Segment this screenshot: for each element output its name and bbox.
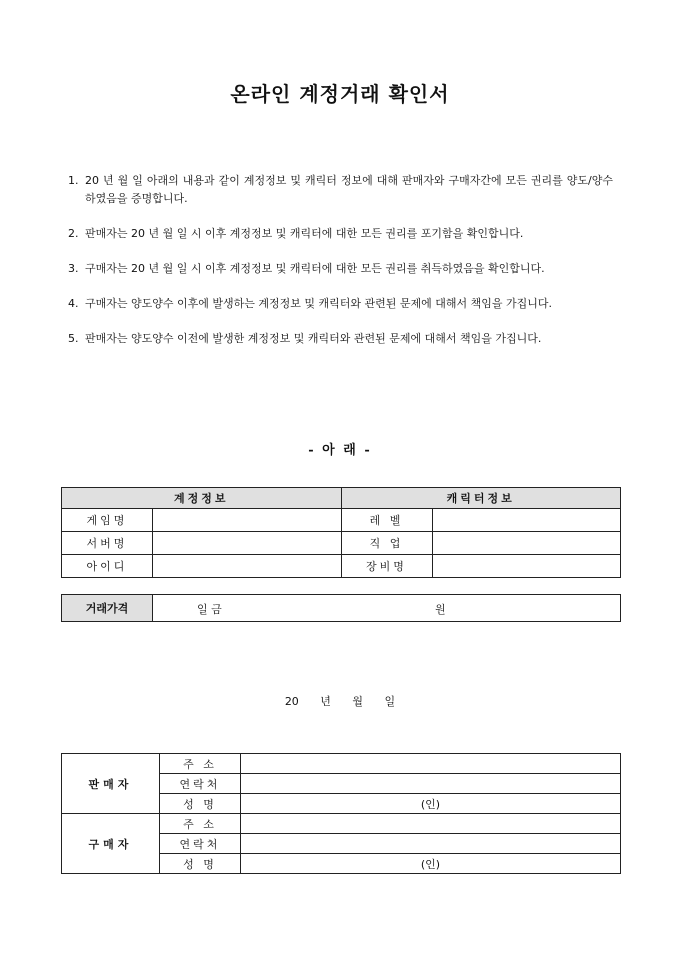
clause-number: 4. bbox=[68, 297, 79, 310]
seller-address-field[interactable] bbox=[241, 754, 621, 774]
clause-5 bbox=[68, 330, 613, 348]
game-name-label: 게임명 bbox=[62, 509, 153, 532]
section-subtitle: - 아 래 - bbox=[308, 443, 372, 458]
party-signature-table bbox=[61, 753, 621, 874]
user-id-label: 아이디 bbox=[62, 555, 153, 578]
price-field[interactable] bbox=[153, 595, 621, 622]
seller-name-label: 성 명 bbox=[160, 794, 241, 814]
buyer-label: 구매자 bbox=[62, 814, 160, 874]
clause-4 bbox=[68, 295, 613, 313]
clause-2 bbox=[68, 225, 613, 243]
clause-number: 3. bbox=[68, 262, 79, 275]
clause-3 bbox=[68, 260, 613, 278]
clause-number: 5. bbox=[68, 332, 79, 345]
clause-text: 구매자는 20 년 월 일 시 이후 계정정보 및 캐릭터에 대한 모든 권리를 취득하였음을 확인합니다. bbox=[85, 262, 545, 275]
clause-text: 20 년 월 일 아래의 내용과 같이 계정정보 및 캐릭터 정보에 대해 판매자와 구매자간에 모든 권리를 양도/양수 하였음을 증명합니다. bbox=[85, 174, 613, 205]
job-label: 직 업 bbox=[341, 532, 432, 555]
equipment-label: 장비명 bbox=[341, 555, 432, 578]
account-info-table bbox=[61, 487, 621, 578]
price-table bbox=[61, 594, 621, 622]
buyer-name-field[interactable]: (인) bbox=[241, 854, 621, 874]
seller-name-field[interactable]: (인) bbox=[241, 794, 621, 814]
buyer-contact-field[interactable] bbox=[241, 834, 621, 854]
buyer-name-label: 성 명 bbox=[160, 854, 241, 874]
server-name-label: 서버명 bbox=[62, 532, 153, 555]
price-prefix: 일 금 bbox=[197, 603, 222, 616]
character-info-header: 캐릭터정보 bbox=[341, 488, 621, 509]
clause-text: 판매자는 양도양수 이전에 발생한 계정정보 및 캐릭터와 관련된 문제에 대해서 책임을 가집니다. bbox=[85, 332, 542, 345]
account-info-header: 계정정보 bbox=[62, 488, 342, 509]
buyer-contact-label: 연락처 bbox=[160, 834, 241, 854]
job-field[interactable] bbox=[432, 532, 621, 555]
clause-text: 판매자는 20 년 월 일 시 이후 계정정보 및 캐릭터에 대한 모든 권리를 포기함을 확인합니다. bbox=[85, 227, 524, 240]
price-label: 거래가격 bbox=[62, 595, 153, 622]
level-label: 레 벨 bbox=[341, 509, 432, 532]
clause-number: 2. bbox=[68, 227, 79, 240]
document-title: 온라인 계정거래 확인서 bbox=[230, 82, 450, 106]
seller-contact-label: 연락처 bbox=[160, 774, 241, 794]
buyer-address-field[interactable] bbox=[241, 814, 621, 834]
seller-label: 판매자 bbox=[62, 754, 160, 814]
seller-address-label: 주 소 bbox=[160, 754, 241, 774]
equipment-field[interactable] bbox=[432, 555, 621, 578]
game-name-field[interactable] bbox=[153, 509, 342, 532]
clause-text: 구매자는 양도양수 이후에 발생하는 계정정보 및 캐릭터와 관련된 문제에 대해서 책임을 가집니다. bbox=[85, 297, 552, 310]
clause-list bbox=[68, 172, 613, 365]
price-unit: 원 bbox=[435, 603, 446, 616]
user-id-field[interactable] bbox=[153, 555, 342, 578]
buyer-address-label: 주 소 bbox=[160, 814, 241, 834]
server-name-field[interactable] bbox=[153, 532, 342, 555]
date-line: 20 년 월 일 bbox=[284, 695, 396, 708]
seller-contact-field[interactable] bbox=[241, 774, 621, 794]
level-field[interactable] bbox=[432, 509, 621, 532]
clause-1 bbox=[68, 172, 613, 208]
clause-number: 1. bbox=[68, 174, 79, 187]
